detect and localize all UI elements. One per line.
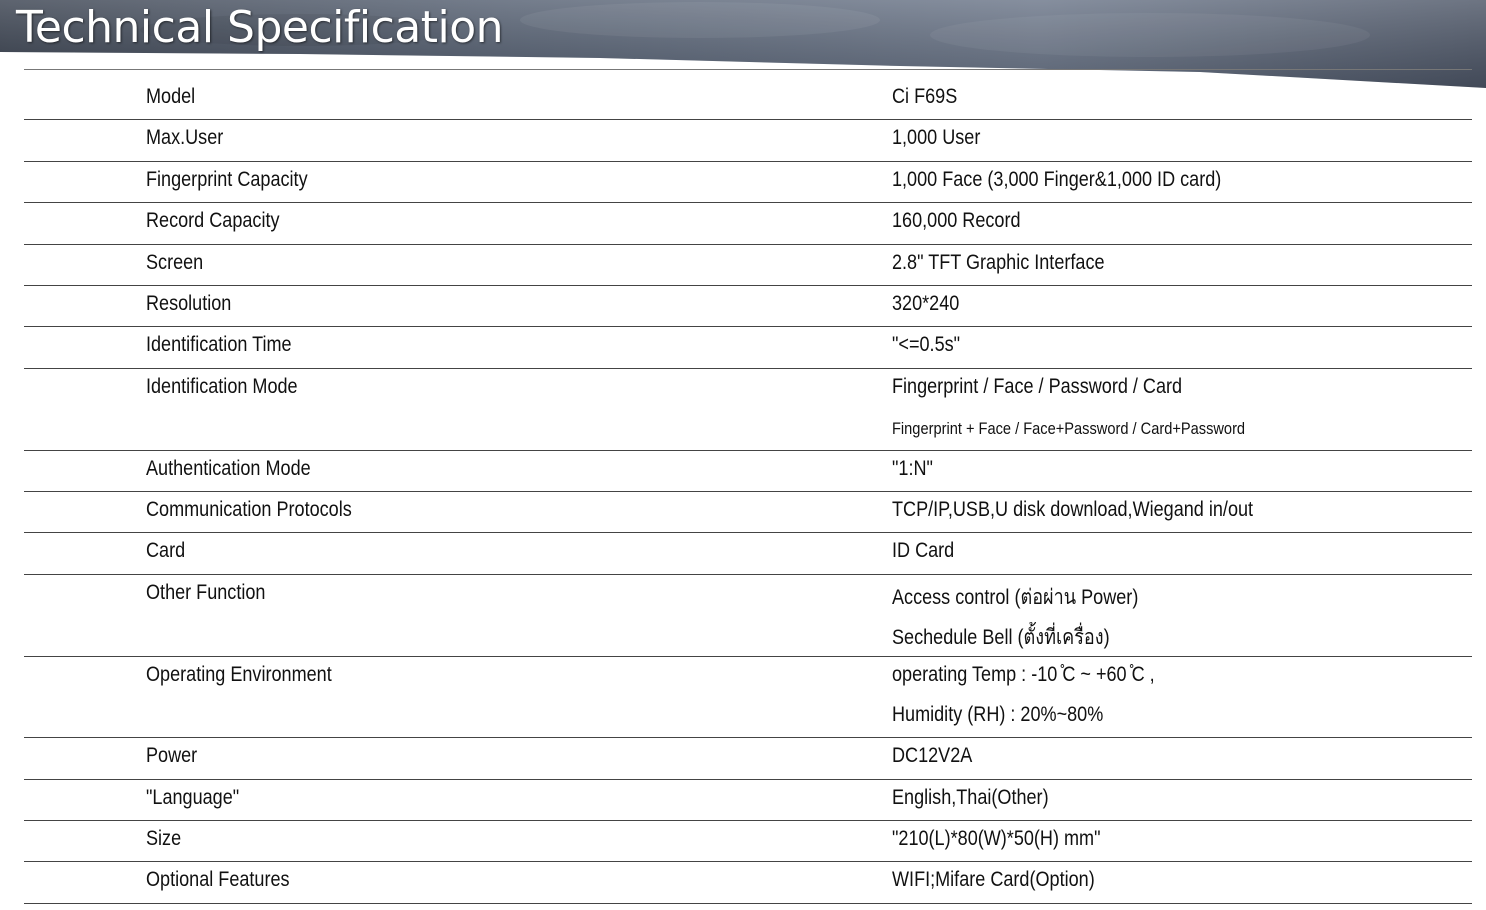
spec-row bbox=[24, 327, 1472, 368]
spec-row bbox=[24, 451, 1472, 492]
spec-value-line: Sechedule Bell (ตั้งที่เครื่อง) bbox=[892, 626, 1110, 650]
spec-value-line: 1,000 Face (3,000 Finger&1,000 ID card) bbox=[892, 167, 1222, 191]
spec-value-line: 320*240 bbox=[892, 291, 960, 315]
spec-row bbox=[24, 203, 1472, 244]
header-banner bbox=[0, 0, 1486, 90]
spec-value-line: Access control (ต่อผ่าน Power) bbox=[892, 585, 1139, 609]
spec-label: "Language" bbox=[146, 785, 240, 809]
spec-value-line: Humidity (RH) : 20%~80% bbox=[892, 702, 1104, 726]
spec-row bbox=[24, 821, 1472, 862]
spec-row bbox=[24, 738, 1472, 779]
spec-label: Model bbox=[146, 85, 196, 108]
table-top-border bbox=[24, 69, 1472, 70]
spec-row bbox=[24, 120, 1472, 161]
spec-value-line: operating Temp : -10 ̊C ~ +60 ̊C , bbox=[892, 662, 1155, 686]
spec-row bbox=[24, 780, 1472, 821]
spec-value-line: 1,000 User bbox=[892, 126, 981, 150]
spec-value-line: DC12V2A bbox=[892, 744, 973, 768]
spec-label: Fingerprint Capacity bbox=[146, 167, 308, 191]
spec-label: Identification Time bbox=[146, 333, 292, 357]
spec-value-line: Fingerprint / Face / Password / Card bbox=[892, 374, 1183, 398]
page-title: Technical Specification bbox=[16, 2, 504, 53]
spec-row bbox=[24, 657, 1472, 739]
spec-value-line: TCP/IP,USB,U disk download,Wiegand in/out bbox=[892, 497, 1254, 521]
spec-label: Resolution bbox=[146, 291, 232, 315]
spec-row bbox=[24, 162, 1472, 203]
spec-label: Card bbox=[146, 539, 186, 563]
spec-row bbox=[24, 245, 1472, 286]
spec-value-line: Fingerprint + Face / Face+Password / Card+Password bbox=[892, 419, 1246, 439]
spec-label: Communication Protocols bbox=[146, 497, 352, 521]
spec-value-line: "210(L)*80(W)*50(H) mm" bbox=[892, 827, 1101, 851]
spec-label: Other Function bbox=[146, 580, 266, 604]
spec-row bbox=[24, 492, 1472, 533]
spec-row bbox=[24, 369, 1472, 451]
spec-value-line: English,Thai(Other) bbox=[892, 785, 1049, 809]
spec-row bbox=[24, 79, 1472, 120]
spec-row bbox=[24, 862, 1472, 903]
spec-label: Authentication Mode bbox=[146, 456, 311, 480]
spec-label: Power bbox=[146, 744, 198, 768]
spec-table bbox=[24, 79, 1472, 904]
spec-value-line: 2.8" TFT Graphic Interface bbox=[892, 250, 1105, 274]
spec-label: Screen bbox=[146, 250, 204, 274]
spec-label: Identification Mode bbox=[146, 374, 298, 398]
spec-label: Optional Features bbox=[146, 868, 290, 892]
spec-value-line: "<=0.5s" bbox=[892, 333, 961, 357]
spec-value-line: ID Card bbox=[892, 539, 955, 563]
spec-row bbox=[24, 286, 1472, 327]
spec-label: Record Capacity bbox=[146, 209, 280, 233]
spec-row bbox=[24, 533, 1472, 574]
spec-value-line: 160,000 Record bbox=[892, 209, 1021, 233]
spec-row bbox=[24, 575, 1472, 657]
spec-label: Operating Environment bbox=[146, 662, 332, 686]
spec-value-line: Ci F69S bbox=[892, 85, 958, 108]
spec-label: Size bbox=[146, 827, 182, 851]
spec-value-line: "1:N" bbox=[892, 456, 933, 480]
spec-value-line: WIFI;Mifare Card(Option) bbox=[892, 868, 1095, 892]
spec-label: Max.User bbox=[146, 126, 224, 150]
